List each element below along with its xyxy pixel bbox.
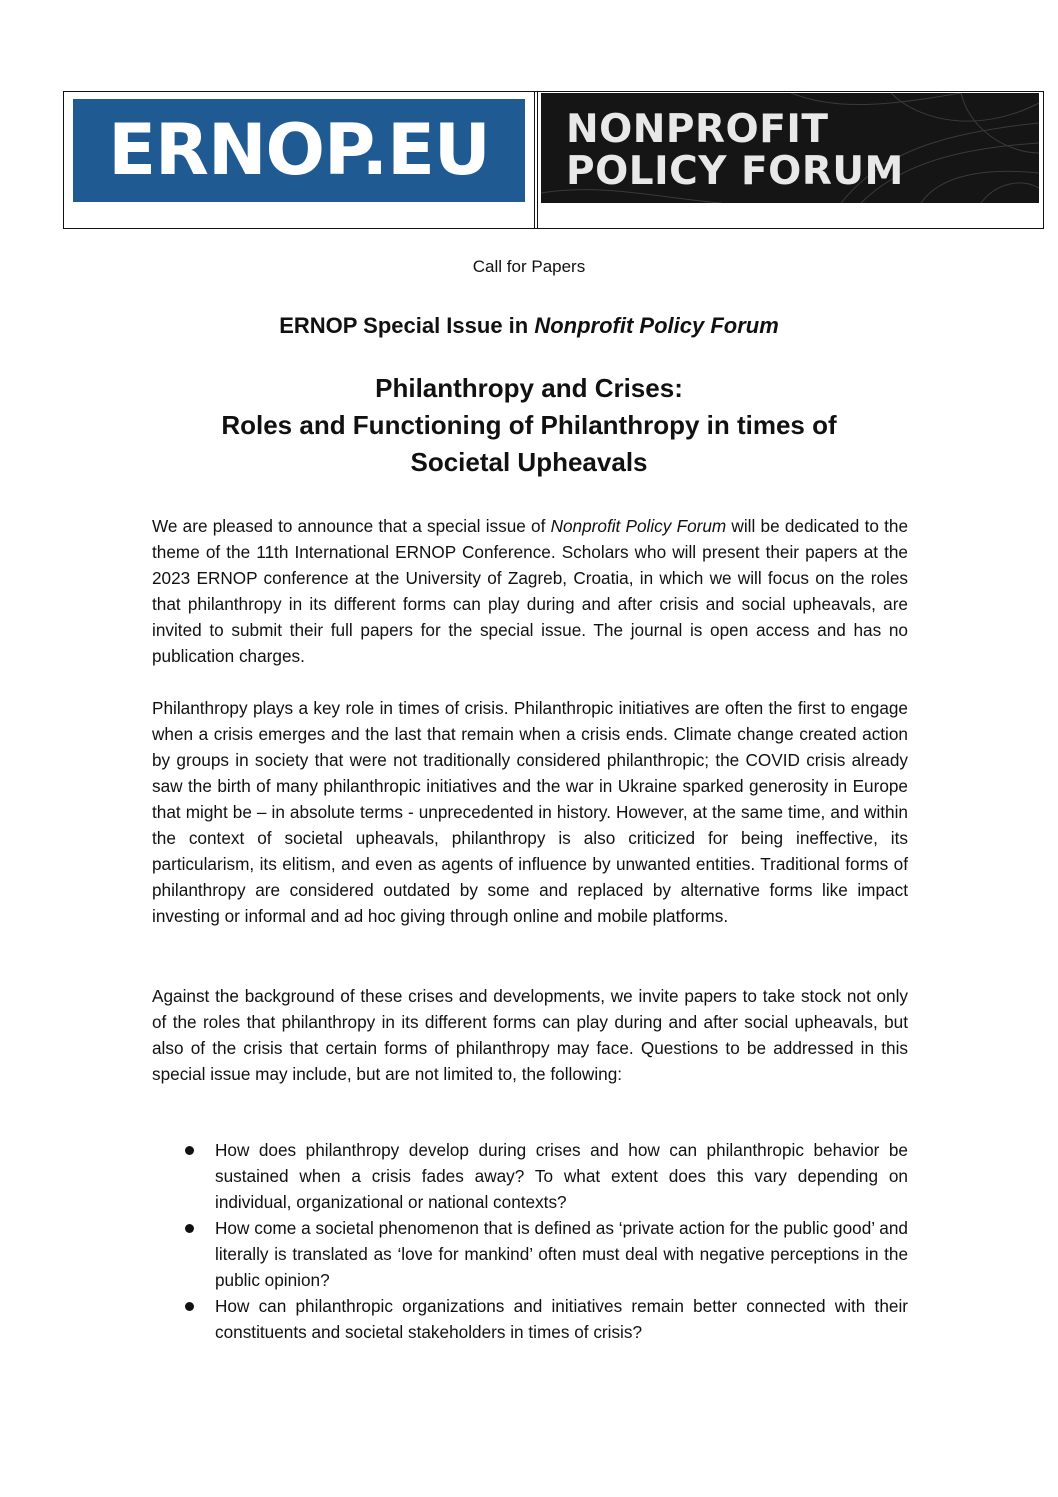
p1-before-journal: We are pleased to announce that a special issue of (152, 516, 551, 536)
ernop-logo (73, 99, 525, 202)
logo-header-table (63, 91, 1044, 229)
p1-journal-name: Nonprofit Policy Forum (550, 516, 727, 536)
special-issue-heading (0, 313, 1058, 339)
bullet-text: How can philanthropic organizations and initiatives remain better connected with their constituents and societal stakeholders in times of crisis? (215, 1296, 908, 1342)
header-cell-divider-inner (537, 92, 538, 228)
paragraph-philanthropy-role: Philanthropy plays a key role in times of crisis. Philanthropic initiatives are often the first to engage when a crisis emerges and the last that remain when a crisis ends. Climate change created action by groups in society that were not traditionally considered philanthropic; the COVID crisis already saw the birth of many philanthropic initiatives and the war in Ukraine sparked generosity in Europe that might be – in absolute terms - unprecedented in history. However, at the same time, and within the context of societal upheavals, philanthropy is also criticized for being ineffective, its particularism, its elitism, and even as agents of influence by unwanted entities. Traditional forms of philanthropy are considered outdated by some and replaced by alternative forms like impact investing or informal and ad hoc giving through online and mobile platforms. (152, 698, 908, 926)
bullet-dot-icon (185, 1224, 194, 1233)
npf-logo-line2: POLICY FORUM (566, 149, 904, 194)
title-line-3: Societal Upheavals (410, 447, 648, 477)
document-title (0, 370, 1058, 481)
questions-list (152, 1137, 908, 1345)
paragraph-invitation: Against the background of these crises and developments, we invite papers to take stock not only of the roles that philanthropy in its different forms can play during and after social upheavals, but also of the crisis that certain forms of philanthropy may face. Questions to be addressed in this special issue may include, but are not limited to, the following: (152, 986, 908, 1084)
list-item (152, 1215, 908, 1293)
list-item (152, 1137, 908, 1215)
title-line-2: Roles and Functioning of Philanthropy in times of (221, 410, 837, 440)
list-item (152, 1293, 908, 1345)
special-issue-journal: Nonprofit Policy Forum (534, 313, 779, 338)
nonprofit-policy-forum-logo (541, 93, 1039, 203)
title-line-1: Philanthropy and Crises: (375, 373, 683, 403)
paragraph-announcement (152, 513, 908, 669)
p1-after-journal: will be dedicated to the theme of the 11th International ERNOP Conference. Scholars who will present their papers at the 2023 ERNOP conference at the University of Zagreb, Croatia, in which we will focus on the roles that philanthropy in its different forms can play during and after crisis and social upheavals, are invited to submit their full papers for the special issue. The journal is open access and has no publication charges. (152, 516, 909, 666)
bullet-dot-icon (185, 1302, 194, 1311)
npf-logo-line1: NONPROFIT (566, 107, 829, 152)
ernop-logo-text: ERNOP.EU (108, 109, 490, 191)
special-issue-prefix: ERNOP Special Issue in (279, 313, 535, 338)
bullet-text: How come a societal phenomenon that is defined as ‘private action for the public good’ and literally is translated as ‘love for mankind’ often must deal with negative perceptions in the public opinion? (215, 1218, 908, 1290)
header-cell-divider (534, 92, 535, 228)
bullet-text: How does philanthropy develop during crises and how can philanthropic behavior be sustained when a crisis fades away? To what extent does this vary depending on individual, organizational or national contexts? (215, 1140, 908, 1212)
bullet-dot-icon (185, 1146, 194, 1155)
call-for-papers-label: Call for Papers (472, 257, 586, 276)
